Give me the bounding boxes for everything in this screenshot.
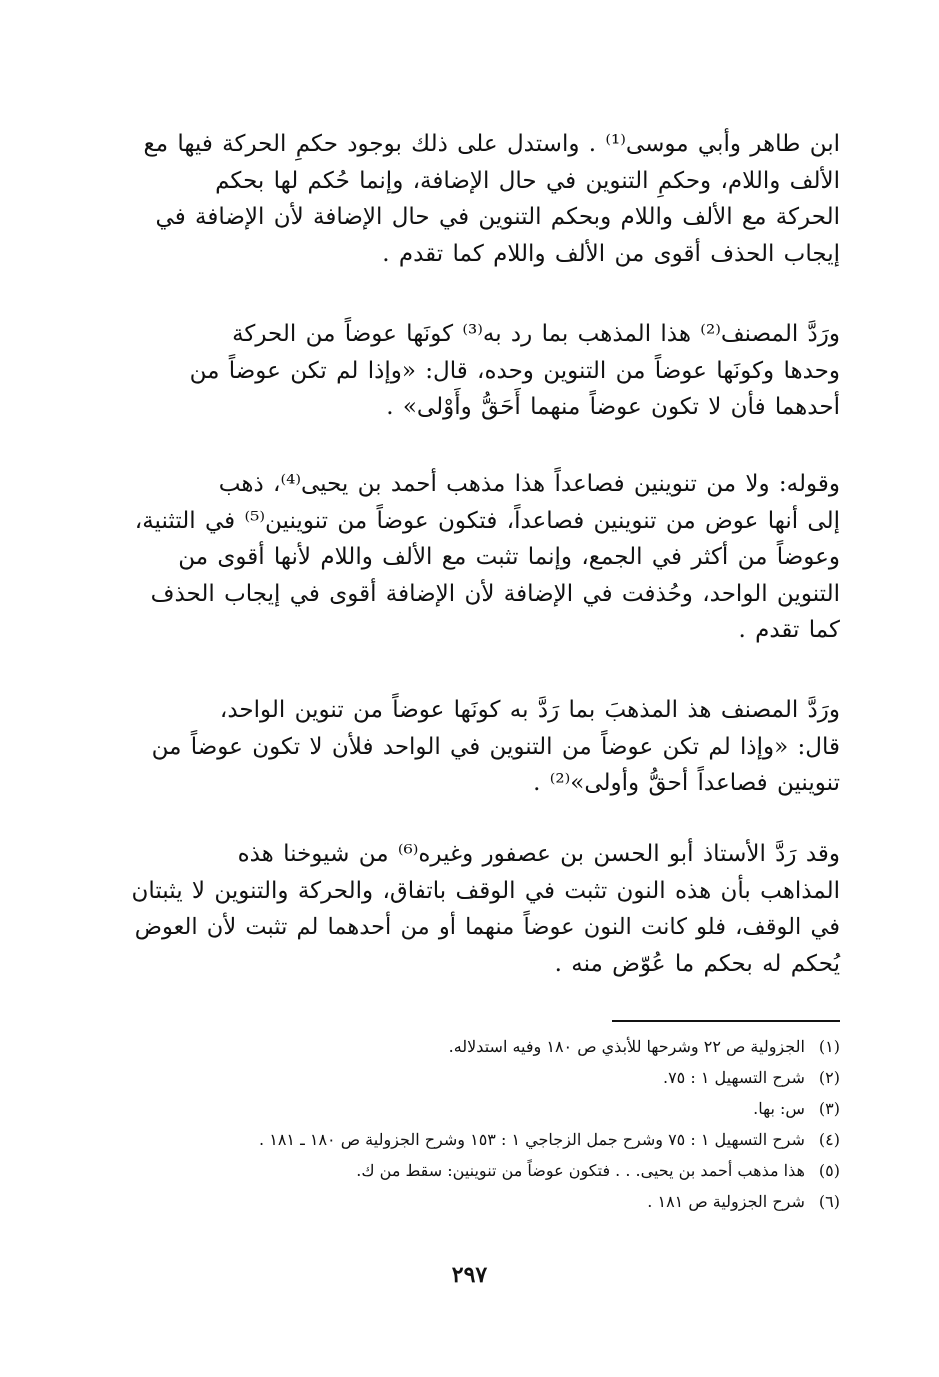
- text-line: الحركة مع الألف واللام وبحكم التنوين في حال الإضافة لأن الإضافة في: [155, 204, 840, 230]
- footnote-number: (٤): [818, 1130, 840, 1149]
- footnote-number: (٢): [818, 1068, 840, 1087]
- text-line: وقوله: ولا من تنوينين فصاعداً هذا مذهب أحمد بن يحيى⁽⁴⁾، ذهب: [218, 471, 840, 497]
- footnote-item: [160, 1062, 840, 1093]
- footnote-number: (٥): [818, 1161, 840, 1180]
- footnote-text: شرح التسهيل ١ : ٧٥.: [662, 1068, 805, 1087]
- paragraph-5: [128, 836, 840, 982]
- footnote-item: [160, 1155, 840, 1186]
- footnote-number: (٦): [818, 1192, 840, 1211]
- text-line: إيجاب الحذف أقوى من الألف واللام كما تقدم .: [382, 240, 840, 267]
- text-line: إلى أنها عوض من تنوينين فصاعداً، فتكون عوضاً من تنوينين⁽⁵⁾ في التثنية،: [134, 507, 840, 534]
- paragraph-2: [128, 316, 840, 426]
- text-line: وحدها وكونَها عوضاً من التنوين وحده، قال: «وإذا لم تكن عوضاً من: [189, 357, 840, 384]
- text-line: وقد رَدَّ الأستاذ أبو الحسن بن عصفور وغيره⁽⁶⁾ من شيوخنا هذه: [237, 841, 840, 867]
- text-line: المذاهب بأن هذه النون تثبت في الوقف باتفاق، والحركة والتنوين لا يثبتان: [131, 877, 840, 904]
- footnote-text: شرح التسهيل ١ : ٧٥ وشرح جمل الزجاجي ١ : ١٥٣ وشرح الجزولية ص ١٨٠ ـ ١٨١ .: [259, 1130, 805, 1149]
- text-line: الألف واللام، وحكمِ التنوين في حال الإضافة، وإنما حُكم لها بحكم: [215, 167, 840, 194]
- text-line: ابن طاهر وأبي موسى⁽¹⁾ . واستدل على ذلك بوجود حكمِ الحركة فيها مع: [143, 131, 840, 157]
- footnote-number: (٣): [818, 1099, 840, 1118]
- footnote-text: هذا مذهب أحمد بن يحيى. . . فتكون عوضاً من تنوينين: سقط من ك.: [356, 1161, 805, 1180]
- text-line: تنوينين فصاعداً أحقُّ وأولى»⁽²⁾ .: [533, 770, 840, 796]
- footnote-number: (١): [818, 1037, 840, 1056]
- footnote-divider: [612, 1020, 840, 1022]
- text-line: كما تقدم .: [738, 617, 840, 643]
- footnote-text: س: بها.: [753, 1099, 805, 1118]
- paragraph-1: [128, 126, 840, 272]
- footnote-item: [160, 1093, 840, 1124]
- page-number: ٢٩٧: [451, 1262, 488, 1288]
- text-line: في الوقف، فلو كانت النون عوضاً منهما أو من أحدهما لم تثبت لأن العوض: [134, 914, 840, 940]
- footnote-item: [160, 1031, 840, 1062]
- text-line: أحدهما فأن لا تكون عوضاً منهما أَحَقُّ وأَوْلى» .: [386, 394, 840, 420]
- text-line: التنوين الواحد، وحُذفت في الإضافة لأن الإضافة أقوى في إيجاب الحذف: [150, 580, 840, 607]
- text-line: وعوضاً من أكثر في الجمع، وإنما تثبت مع الألف واللام لأنها أقوى من: [178, 544, 840, 570]
- paragraph-3: [128, 466, 840, 649]
- text-line: قال: «وإذا لم تكن عوضاً من التنوين في الواحد فلأن لا تكون عوضاً من: [151, 733, 840, 760]
- footnotes: [160, 1031, 840, 1217]
- text-line: يُحكم له بحكم ما عُوّض منه .: [554, 950, 840, 977]
- footnote-text: شرح الجزولية ص ١٨١ .: [647, 1192, 805, 1211]
- text-line: ورَدَّ المصنف⁽²⁾ هذا المذهب بما رد به⁽³⁾ كونَها عوضاً من الحركة: [232, 321, 840, 347]
- footnote-text: الجزولية ص ٢٢ وشرحها للأبذي ص ١٨٠ وفيه استدلاله.: [448, 1037, 805, 1056]
- footnote-item: [160, 1124, 840, 1155]
- footnote-item: [160, 1186, 840, 1217]
- text-line: ورَدَّ المصنف هذ المذهبَ بما رَدَّ به كونَها عوضاً من تنوين الواحد،: [219, 697, 840, 723]
- paragraph-4: [128, 692, 840, 802]
